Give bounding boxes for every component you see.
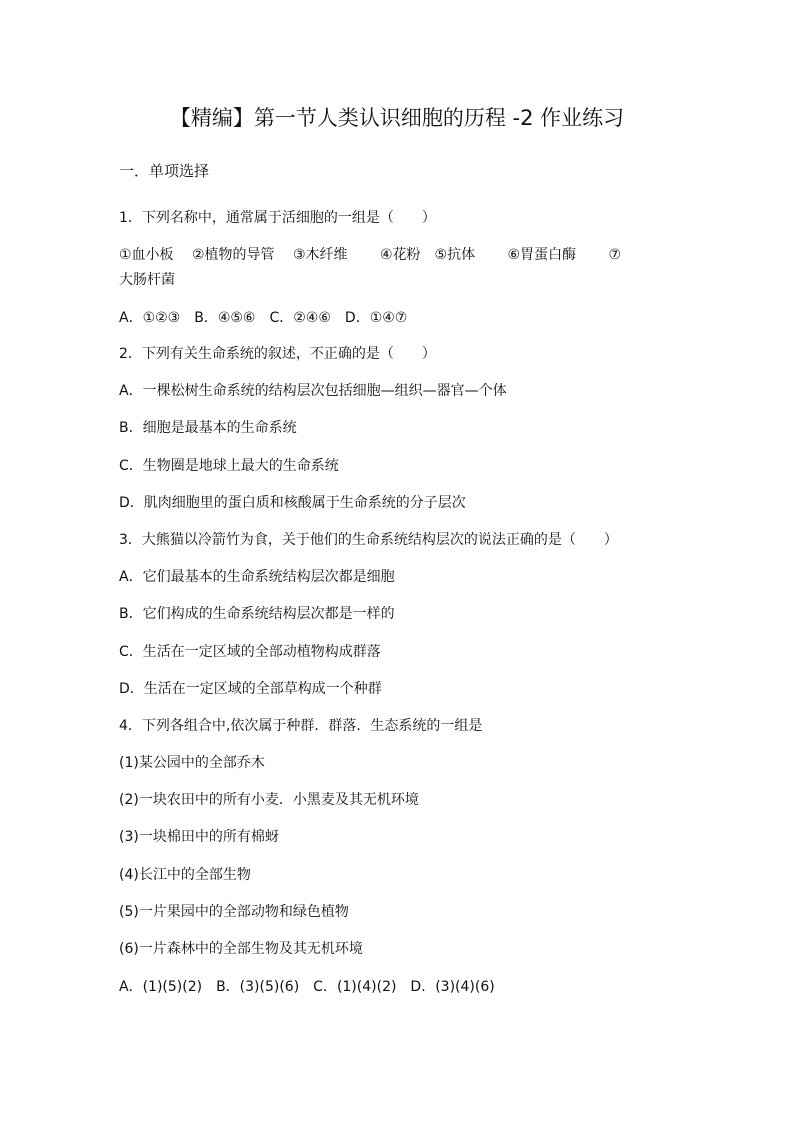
question-2-option-c: C．生物圈是地球上最大的生命系统 [119,458,339,474]
question-1-items-line-2: 大肠杆菌 [119,272,175,288]
question-2-option-d: D．肌肉细胞里的蛋白质和核酸属于生命系统的分子层次 [119,495,466,511]
question-4-item-5: (5)一片果园中的全部动物和绿色植物 [119,904,349,920]
question-3-option-b: B．它们构成的生命系统结构层次都是一样的 [119,606,395,622]
question-2-option-a: A．一棵松树生命系统的结构层次包括细胞—组织—器官—个体 [119,383,507,399]
question-3-option-a: A．它们最基本的生命系统结构层次都是细胞 [119,569,395,585]
question-4-item-4: (4)长江中的全部生物 [119,867,251,883]
question-4-options: A．(1)(5)(2) B．(3)(5)(6) C．(1)(4)(2) D．(3)(4)(6) [119,979,495,995]
question-2-option-b: B．细胞是最基本的生命系统 [119,420,297,436]
question-1-options: A．①②③ B．④⑤⑥ C．②④⑥ D．①④⑦ [119,310,408,326]
question-3-option-d: D．生活在一定区域的全部草构成一个种群 [119,681,382,697]
page-title: 【精编】第一节人类认识细胞的历程 -2 作业练习 [169,106,625,130]
question-4-item-3: (3)一块棉田中的所有棉蚜 [119,829,279,845]
question-4-item-6: (6)一片森林中的全部生物及其无机环境 [119,941,363,957]
question-3-stem: 3．大熊猫以冷箭竹为食，关于他们的生命系统结构层次的说法正确的是（ ） [119,532,618,548]
question-1-stem: 1．下列名称中，通常属于活细胞的一组是（ ） [119,210,436,226]
question-1-items-line-1: ①血小板 ②植物的导管 ③木纤维 ④花粉 ⑤抗体 ⑥胃蛋白酶 ⑦ [119,247,622,263]
question-4-stem: 4．下列各组合中,依次属于种群．群落．生态系统的一组是 [119,718,483,734]
question-3-option-c: C．生活在一定区域的全部动植物构成群落 [119,644,381,660]
question-2-stem: 2．下列有关生命系统的叙述，不正确的是（ ） [119,346,436,362]
section-heading: 一．单项选择 [119,162,210,180]
question-4-item-1: (1)某公园中的全部乔木 [119,755,265,771]
question-4-item-2: (2)一块农田中的所有小麦．小黑麦及其无机环境 [119,792,419,808]
